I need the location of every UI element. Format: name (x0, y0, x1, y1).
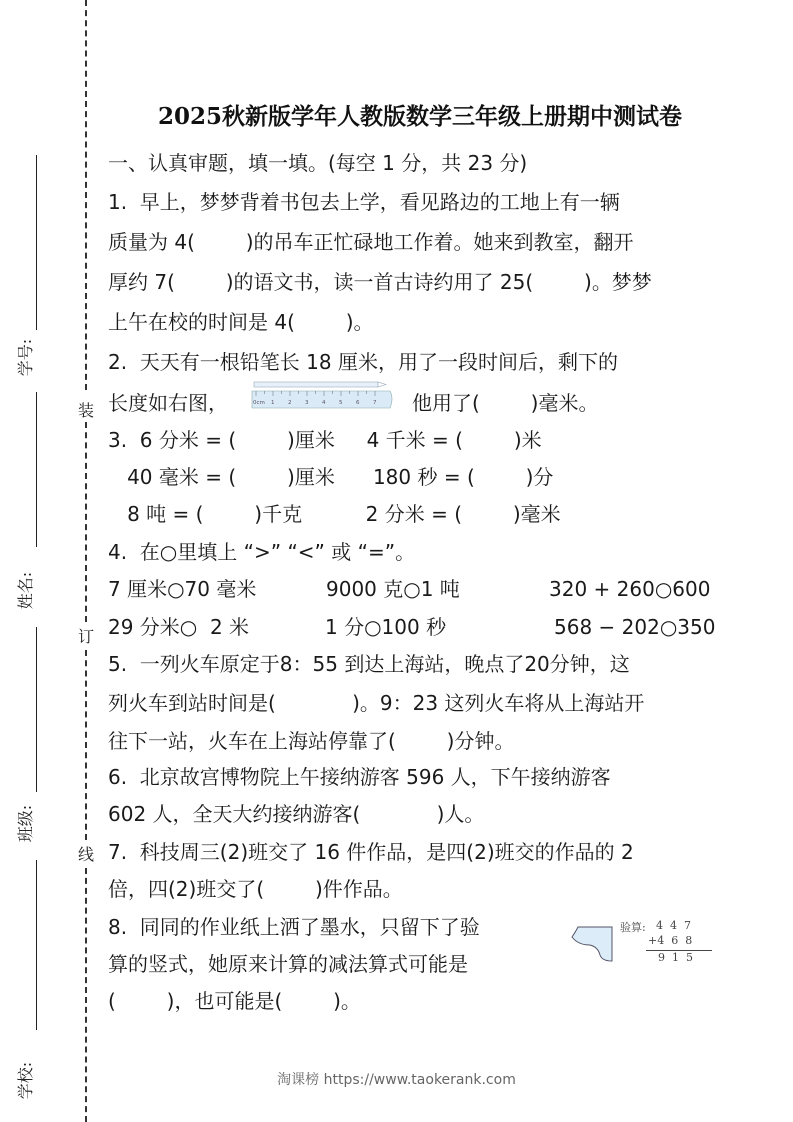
question-4-line: 4. 在○里填上 “>” “<” 或 “=”。 (108, 540, 416, 564)
svg-text:4: 4 (322, 400, 326, 406)
question-2-line: 长度如右图， (108, 391, 228, 415)
question-7-line: 7. 科技周三(2)班交了 16 件作品，是四(2)班交的作品的 2 (108, 840, 634, 864)
question-6-line: 602 人，全天大约接纳游客( )人。 (108, 802, 485, 826)
svg-text:0cm: 0cm (253, 400, 265, 406)
ruler-pencil-figure (250, 380, 396, 412)
verification-row-3: 9 1 5 (658, 951, 693, 964)
comparison-item: 1 分○100 秒 (325, 615, 447, 639)
binding-mark-xian: 线 (76, 842, 96, 865)
question-5-line: 列火车到站时间是( )。9：23 这列火车将从上海站开 (108, 691, 645, 715)
svg-text:7: 7 (373, 400, 377, 406)
question-2-line: 2. 天天有一根铅笔长 18 厘米，用了一段时间后，剩下的 (108, 350, 618, 374)
binding-dashed-line (85, 650, 87, 840)
question-8-line: ( )，也可能是( )。 (108, 989, 361, 1013)
binding-mark-zhuang: 装 (76, 398, 96, 421)
question-1-line: 1. 早上，梦梦背着书包去上学，看见路边的工地上有一辆 (108, 190, 620, 214)
question-1-line: 质量为 4( )的吊车正忙碌地工作着。她来到教室，翻开 (108, 230, 634, 254)
comparison-item: 568 − 202○350 (554, 615, 716, 639)
question-5-line: 往下一站，火车在上海站停靠了( )分钟。 (108, 729, 515, 753)
comparison-item: 7 厘米○70 毫米 (108, 577, 257, 601)
question-1-line: 上午在校的时间是 4( )。 (108, 310, 374, 334)
verification-label: 验算: (620, 921, 646, 934)
comparison-item: 29 分米○ 2 米 (108, 615, 250, 639)
question-5-line: 5. 一列火车原定于8：55 到达上海站，晚点了20分钟，这 (108, 652, 630, 676)
question-3-line: 8 吨 = ( )千克 2 分米 = ( )毫米 (108, 502, 561, 526)
binding-dashed-line (85, 0, 87, 390)
svg-text:6: 6 (356, 400, 360, 406)
ink-blot-icon (568, 915, 616, 965)
class-label: 班级: (16, 804, 36, 842)
question-8-line: 8. 同同的作业纸上洒了墨水，只留下了验 (108, 915, 480, 939)
question-3-line: 3. 6 分米 = ( )厘米 4 千米 = ( )米 (108, 428, 542, 452)
student-id-line[interactable] (36, 155, 37, 330)
comparison-item: 320 + 260○600 (549, 577, 711, 601)
question-3-line: 40 毫米 = ( )厘米 180 秒 = ( )分 (108, 465, 554, 489)
section-heading: 一、认真审题，填一填。(每空 1 分，共 23 分) (108, 151, 528, 175)
svg-text:3: 3 (305, 400, 309, 406)
name-line[interactable] (36, 392, 37, 547)
footer-watermark: 淘课榜 https://www.taokerank.com (277, 1072, 516, 1088)
question-8-line: 算的竖式，她原来计算的减法算式可能是 (108, 952, 468, 976)
verification-row-1: 4 4 7 (656, 919, 691, 932)
svg-text:5: 5 (339, 400, 343, 406)
svg-text:2: 2 (288, 400, 292, 406)
student-id-label: 学号: (16, 338, 36, 376)
question-1-line: 厚约 7( )的语文书，读一首古诗约用了 25( )。梦梦 (108, 270, 652, 294)
school-label: 学校: (16, 1061, 36, 1099)
verification-figure (568, 915, 718, 965)
svg-text:1: 1 (271, 400, 275, 406)
question-6-line: 6. 北京故宫博物院上午接纳游客 596 人，下午接纳游客 (108, 765, 611, 789)
question-2-line: 他用了( )毫米。 (412, 391, 599, 415)
class-line[interactable] (36, 627, 37, 792)
school-line[interactable] (36, 860, 37, 1030)
comparison-item: 9000 克○1 吨 (326, 577, 460, 601)
binding-mark-ding: 订 (76, 624, 96, 647)
name-label: 姓名: (16, 571, 36, 609)
page-title: 2025秋新版学年人教版数学三年级上册期中测试卷 (157, 103, 682, 130)
verification-row-2: +4 6 8 (648, 934, 693, 947)
question-7-line: 倍，四(2)班交了( )件作品。 (108, 877, 403, 901)
binding-dashed-line (85, 422, 87, 622)
